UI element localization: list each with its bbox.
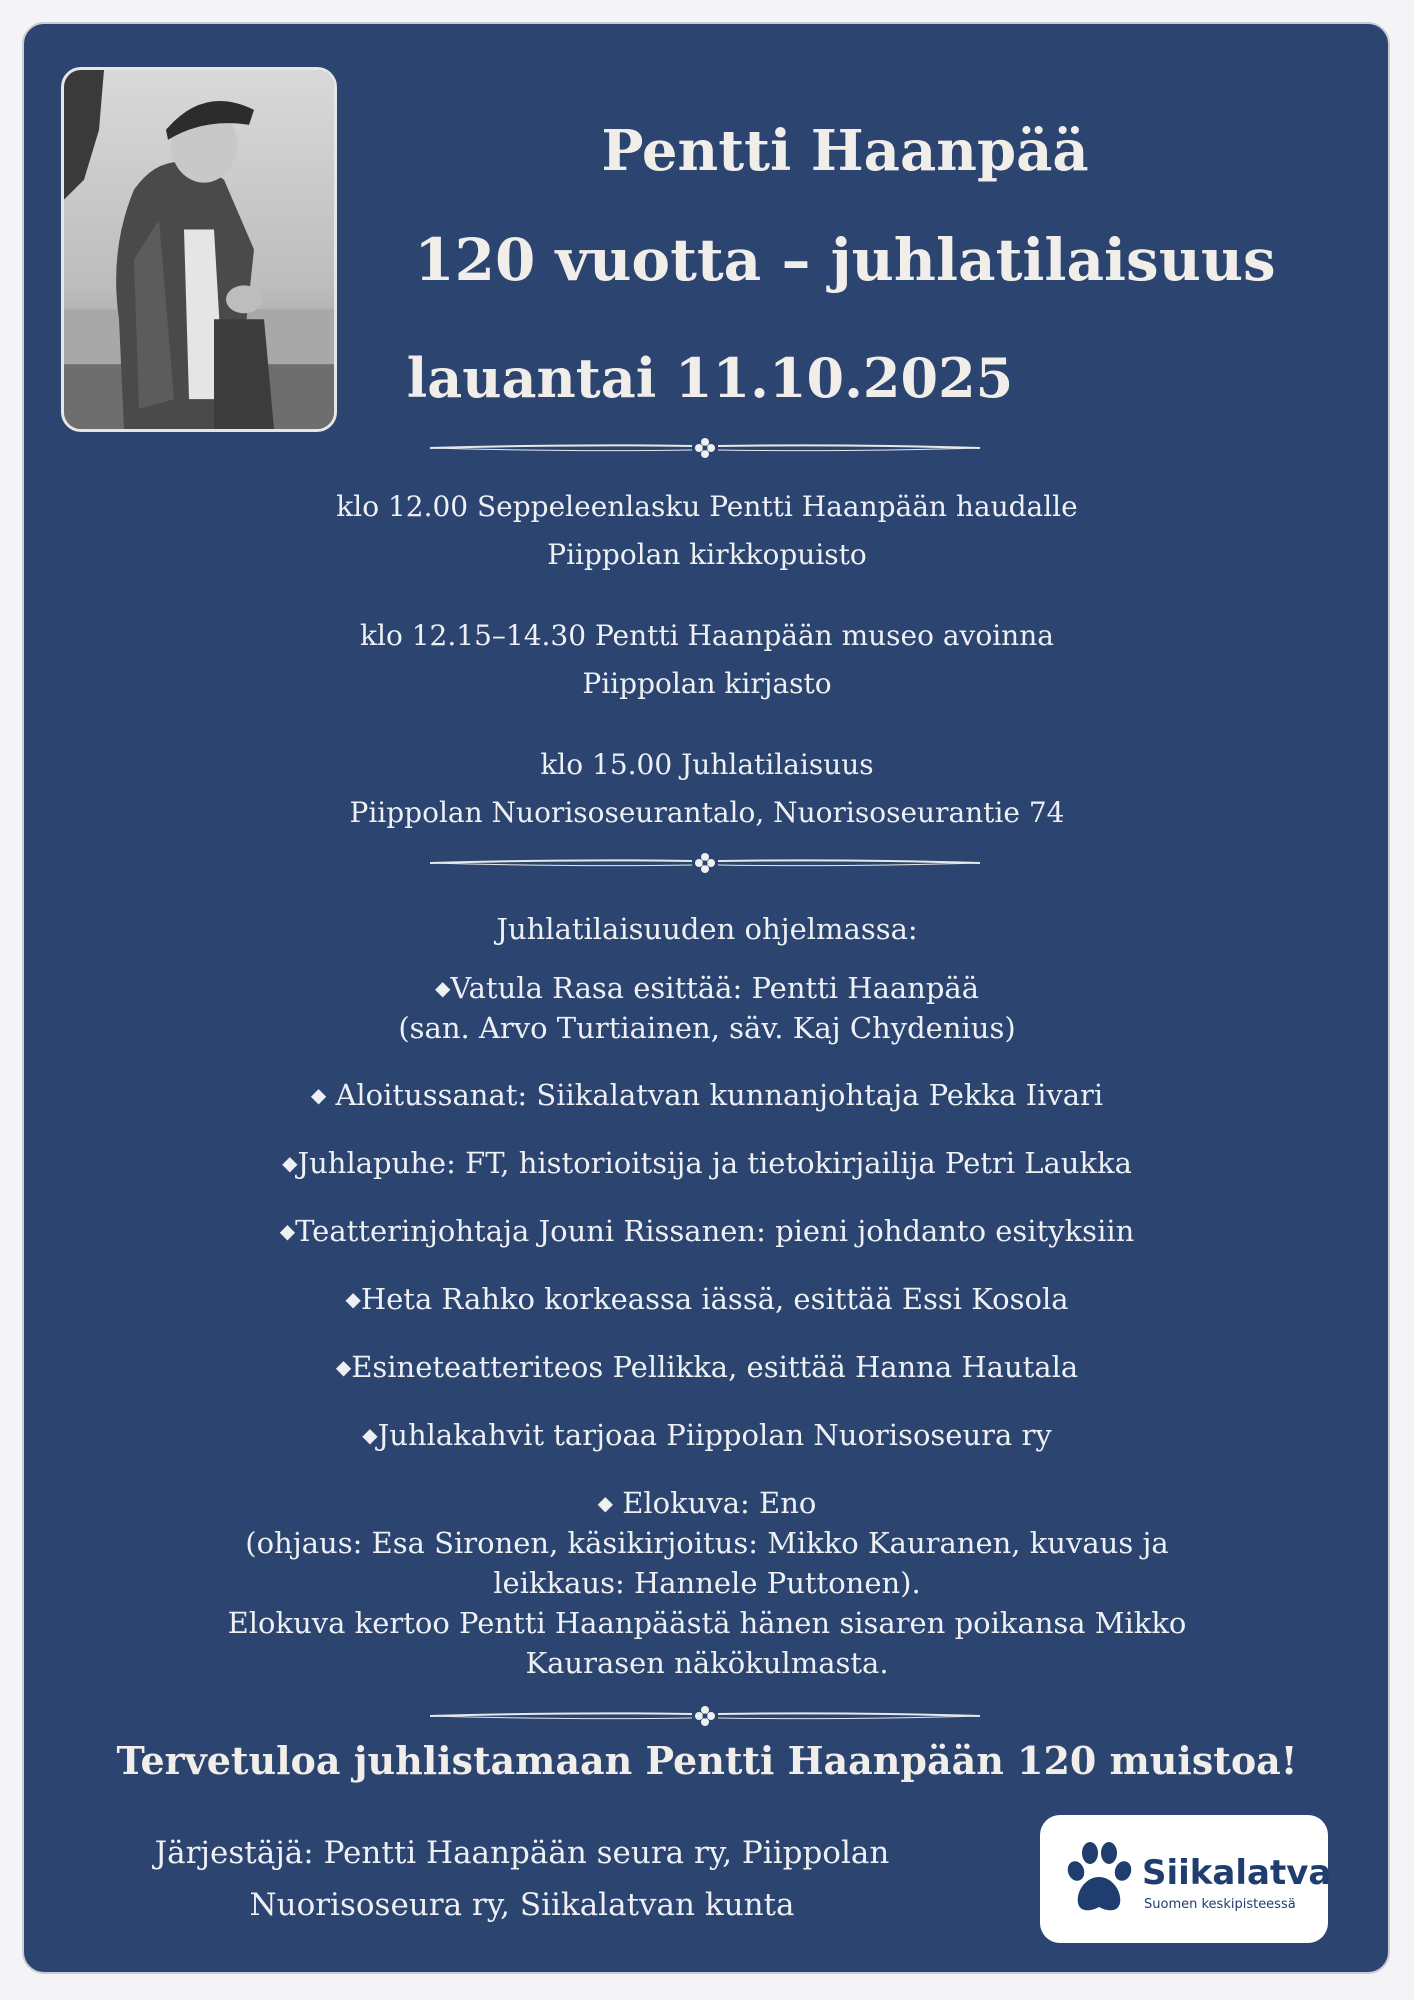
- organizer-line: Järjestäjä: Pentti Haanpään seura ry, Piippolan: [154, 1835, 890, 1871]
- diamond-bullet-icon: ◆: [597, 1491, 614, 1515]
- program-item: ◆Heta Rahko korkeassa iässä, esittää Essi Kosola: [345, 1282, 1069, 1316]
- program-item: ◆Esineteatteriteos Pellikka, esittää Hanna Hautala: [335, 1350, 1079, 1384]
- paw-icon: [1064, 1841, 1134, 1917]
- ornament-divider: [430, 436, 980, 460]
- event-1-title: klo 12.00 Seppeleenlasku Pentti Haanpään haudalle: [336, 490, 1078, 523]
- organizer-line: Nuorisoseura ry, Siikalatvan kunta: [249, 1887, 795, 1923]
- page-subtitle: 120 vuotta – juhlatilaisuus: [414, 226, 1276, 294]
- welcome-text: Tervetuloa juhlistamaan Pentti Haanpään 120 muistoa!: [116, 1738, 1298, 1783]
- page-title: Pentti Haanpää: [601, 118, 1089, 184]
- diamond-bullet-icon: ◆: [435, 976, 451, 1000]
- diamond-bullet-icon: ◆: [282, 1151, 298, 1175]
- program-item: ◆ Elokuva: Eno: [597, 1486, 817, 1520]
- film-details: leikkaus: Hannele Puttonen).: [493, 1566, 921, 1600]
- diamond-bullet-icon: ◆: [335, 1355, 352, 1379]
- program-item: ◆Teatterinjohtaja Jouni Rissanen: pieni johdanto esityksiin: [279, 1214, 1135, 1248]
- event-3-place: Piippolan Nuorisoseurantalo, Nuorisoseurantie 74: [349, 796, 1065, 829]
- program-heading: Juhlatilaisuuden ohjelmassa:: [496, 912, 918, 946]
- program-item: ◆Juhlakahvit tarjoaa Piippolan Nuorisoseura ry: [362, 1418, 1052, 1452]
- film-details: Kaurasen näkökulmasta.: [525, 1646, 889, 1680]
- film-details: (ohjaus: Esa Sironen, käsikirjoitus: Mikko Kauranen, kuvaus ja: [245, 1526, 1169, 1560]
- diamond-bullet-icon: ◆: [310, 1083, 327, 1107]
- event-date: lauantai 11.10.2025: [406, 346, 1014, 410]
- film-details: Elokuva kertoo Pentti Haanpäästä hänen sisaren poikansa Mikko: [227, 1606, 1187, 1640]
- event-3-title: klo 15.00 Juhlatilaisuus: [540, 748, 874, 781]
- event-1-place: Piippolan kirkkopuisto: [547, 538, 867, 571]
- event-2-title: klo 12.15–14.30 Pentti Haanpään museo avoinna: [360, 619, 1054, 652]
- diamond-bullet-icon: ◆: [362, 1423, 378, 1447]
- siikalatva-logo: [1040, 1815, 1332, 1943]
- ornament-divider: [430, 1704, 980, 1728]
- program-item-sub: (san. Arvo Turtiainen, säv. Kaj Chydenius): [398, 1011, 1016, 1045]
- diamond-bullet-icon: ◆: [279, 1219, 296, 1243]
- program-item: ◆Vatula Rasa esittää: Pentti Haanpää: [435, 971, 979, 1005]
- organizer: [82, 1827, 962, 1931]
- ornament-divider: [430, 851, 980, 875]
- logo-name: Siikalatva: [1142, 1853, 1332, 1893]
- event-2-place: Piippolan kirjasto: [582, 667, 832, 700]
- program-item: ◆ Aloitussanat: Siikalatvan kunnanjohtaja Pekka Iivari: [310, 1078, 1104, 1112]
- diamond-bullet-icon: ◆: [345, 1287, 361, 1311]
- program-item: ◆Juhlapuhe: FT, historioitsija ja tietokirjailija Petri Laukka: [282, 1146, 1132, 1180]
- portrait-photo: [61, 67, 337, 432]
- logo-tagline: Suomen keskipisteessä: [1144, 1897, 1296, 1912]
